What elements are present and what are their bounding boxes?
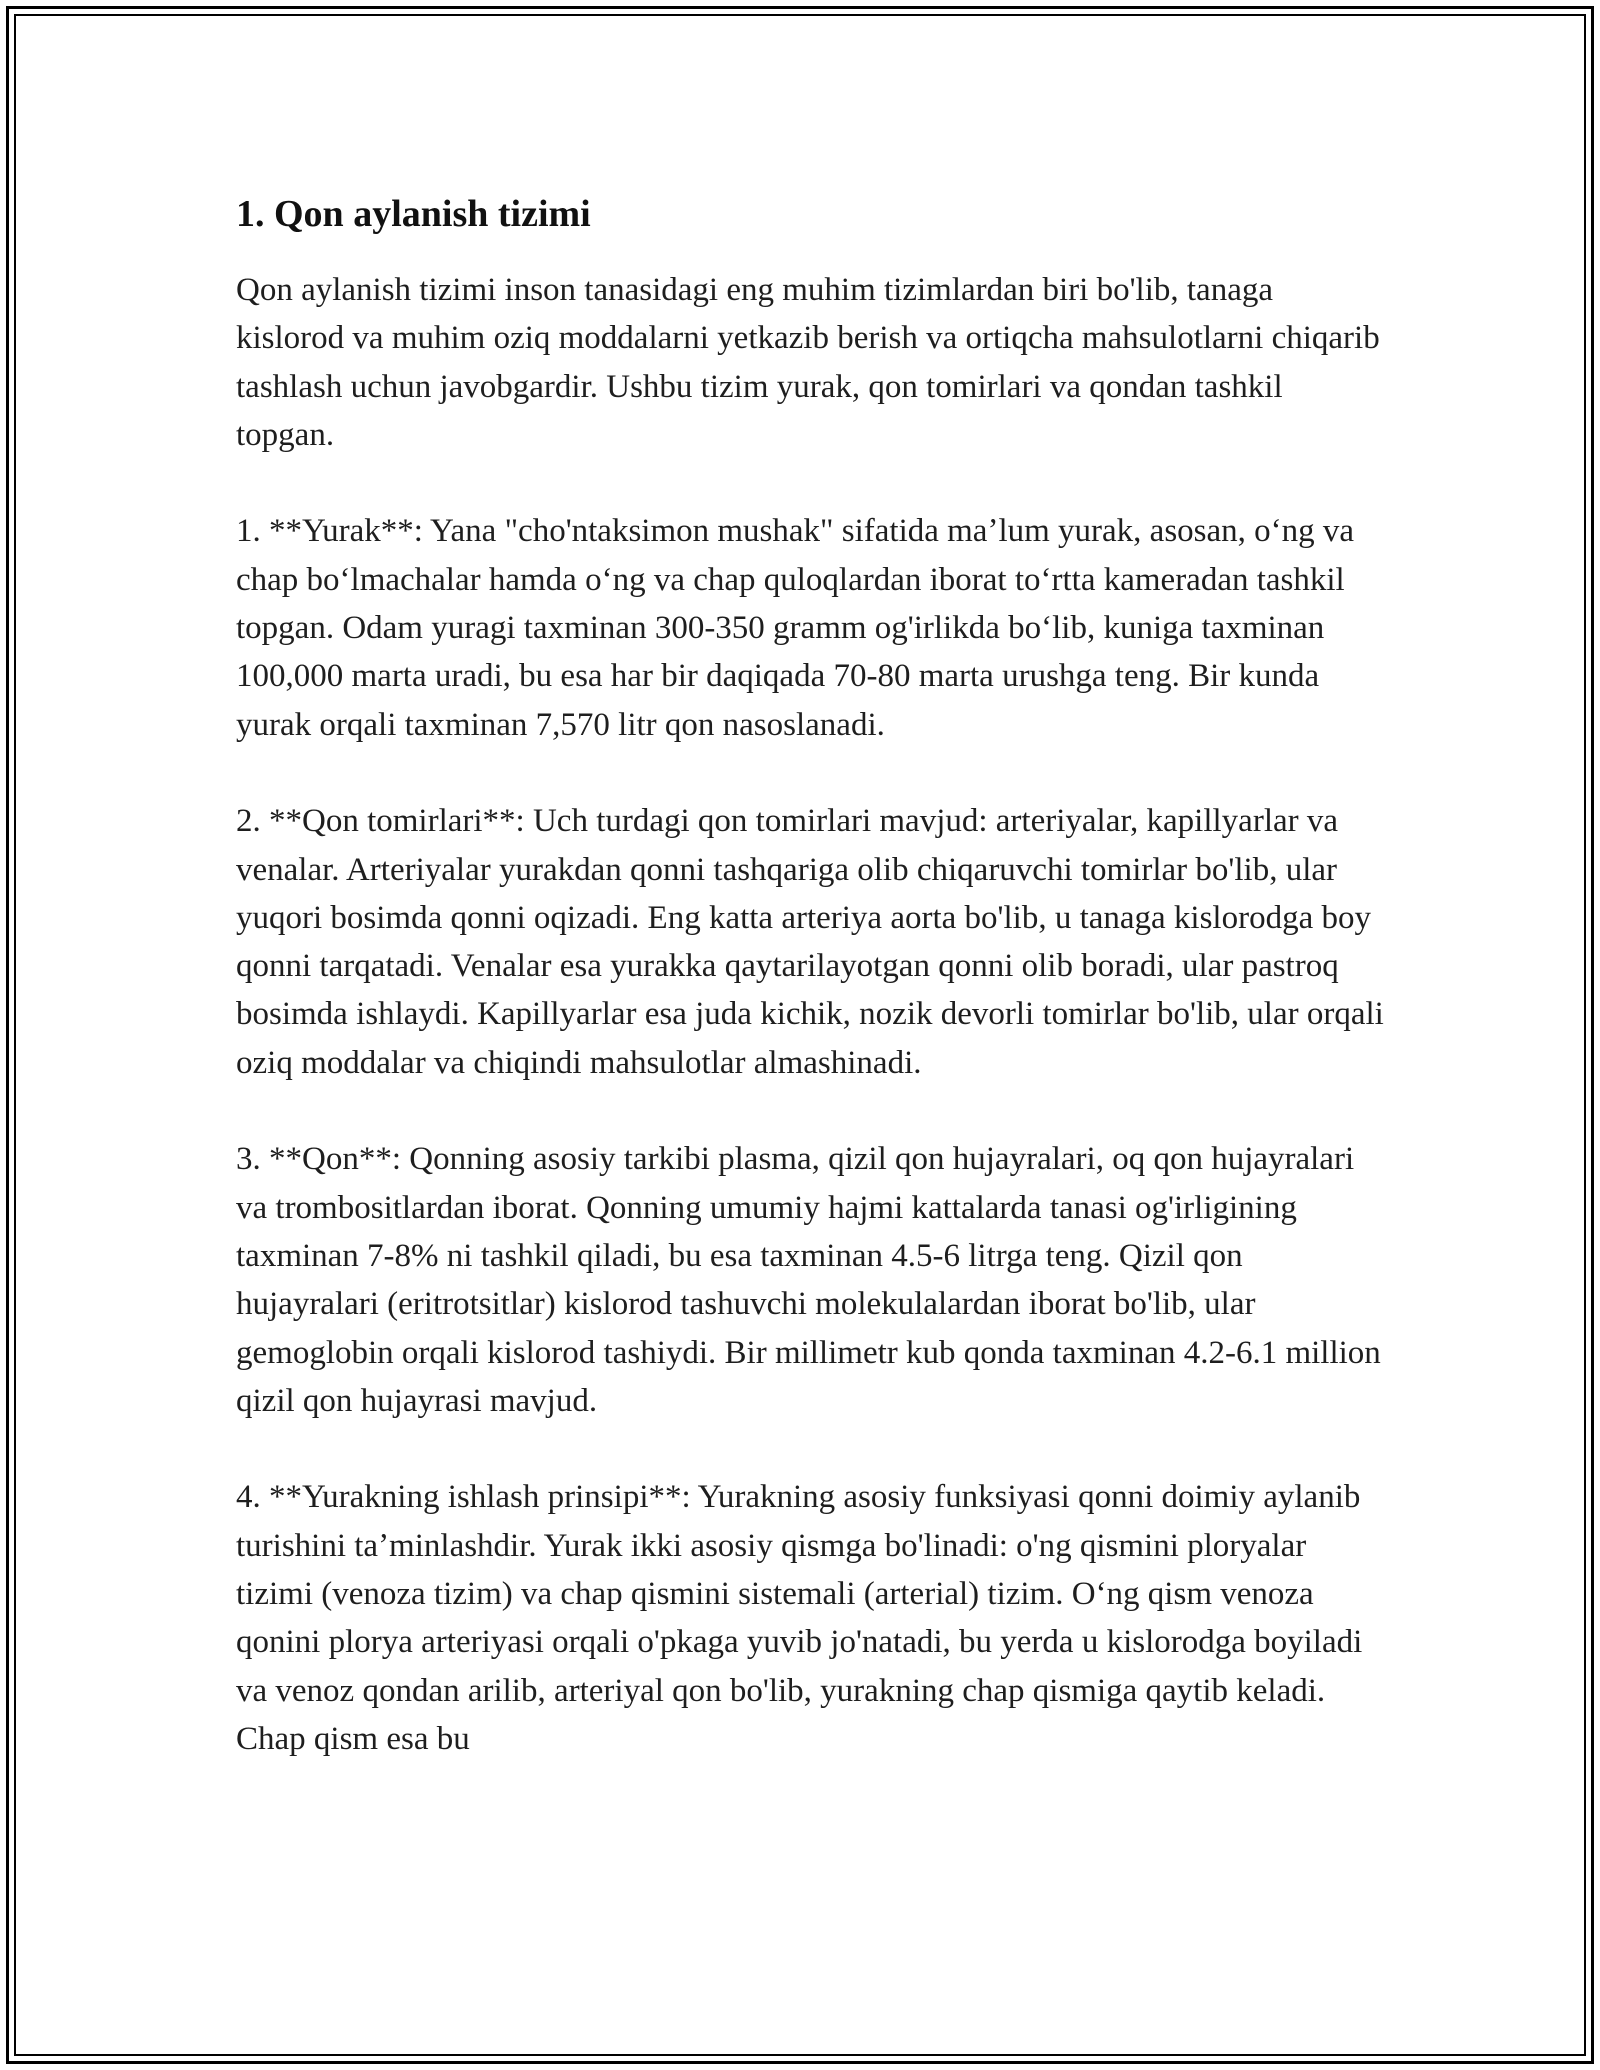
paragraph-yurak: 1. **Yurak**: Yana "cho'ntaksimon mushak" sifatida maʼlum yurak, asosan, oʻng va chap boʻlmachalar hamda oʻng va chap quloqlardan iborat toʻrtta kameradan tashkil topgan. Odam yuragi taxminan 300-350 gramm og'irlikda boʻlib, kuniga taxminan 100,000 marta uradi, bu esa har bir daqiqada 70-80 marta urushga teng. Bir kunda yurak orqali taxminan 7,570 litr qon nasoslanadi. (236, 513, 1355, 743)
paragraph-yurakning-ishlash-prinsipi: 4. **Yurakning ishlash prinsipi**: Yurakning asosiy funksiyasi qonni doimiy aylanib turishini taʼminlashdir. Yurak ikki asosiy qismga bo'linadi: o'ng qismini ploryalar tizimi (venoza tizim) va chap qismini sistemali (arterial) tizim. Oʻng qism venoza qonini plorya arteriyasi orqali o'pkaga yuvib jo'natadi, bu yerda u kislorodga boyiladi va venoz qondan arilib, arteriyal qon bo'lib, yurakning chap qismiga qaytib keladi. Chap qism esa bu (236, 1479, 1363, 1757)
intro-paragraph: Qon aylanish tizimi inson tanasidagi eng muhim tizimlardan biri bo'lib, tanaga kislorod va muhim oziq moddalarni yetkazib berish va ortiqcha mahsulotlarni chiqarib tashlash uchun javobgardir. Ushbu tizim yurak, qon tomirlari va qondan tashkil topgan. (236, 272, 1380, 453)
paragraph-qon-tomirlari: 2. **Qon tomirlari**: Uch turdagi qon tomirlari mavjud: arteriyalar, kapillyarlar va venalar. Arteriyalar yurakdan qonni tashqariga olib chiqaruvchi tomirlar bo'lib, ular yuqori bosimda qonni oqizadi. Eng katta arteriya aorta bo'lib, u tanaga kislorodga boy qonni tarqatadi. Venalar esa yurakka qaytarilayotgan qonni olib boradi, ular pastroq bosimda ishlaydi. Kapillyarlar esa juda kichik, nozik devorli tomirlar bo'lib, ular orqali oziq moddalar va chiqindi mahsulotlar almashinadi. (236, 803, 1384, 1081)
document-body (236, 186, 1386, 1812)
page-title: 1. Qon aylanish tizimi (236, 193, 591, 235)
paragraph-qon: 3. **Qon**: Qonning asosiy tarkibi plasma, qizil qon hujayralari, oq qon hujayralari va trombositlardan iborat. Qonning umumiy hajmi kattalarda tanasi og'irligining taxminan 7-8% ni tashkil qiladi, bu esa taxminan 4.5-6 litrga teng. Qizil qon hujayralari (eritrotsitlar) kislorod tashuvchi molekulalardan iborat bo'lib, ular gemoglobin orqali kislorod tashiydi. Bir millimetr kub qonda taxminan 4.2-6.1 million qizil qon hujayrasi mavjud. (236, 1141, 1381, 1419)
